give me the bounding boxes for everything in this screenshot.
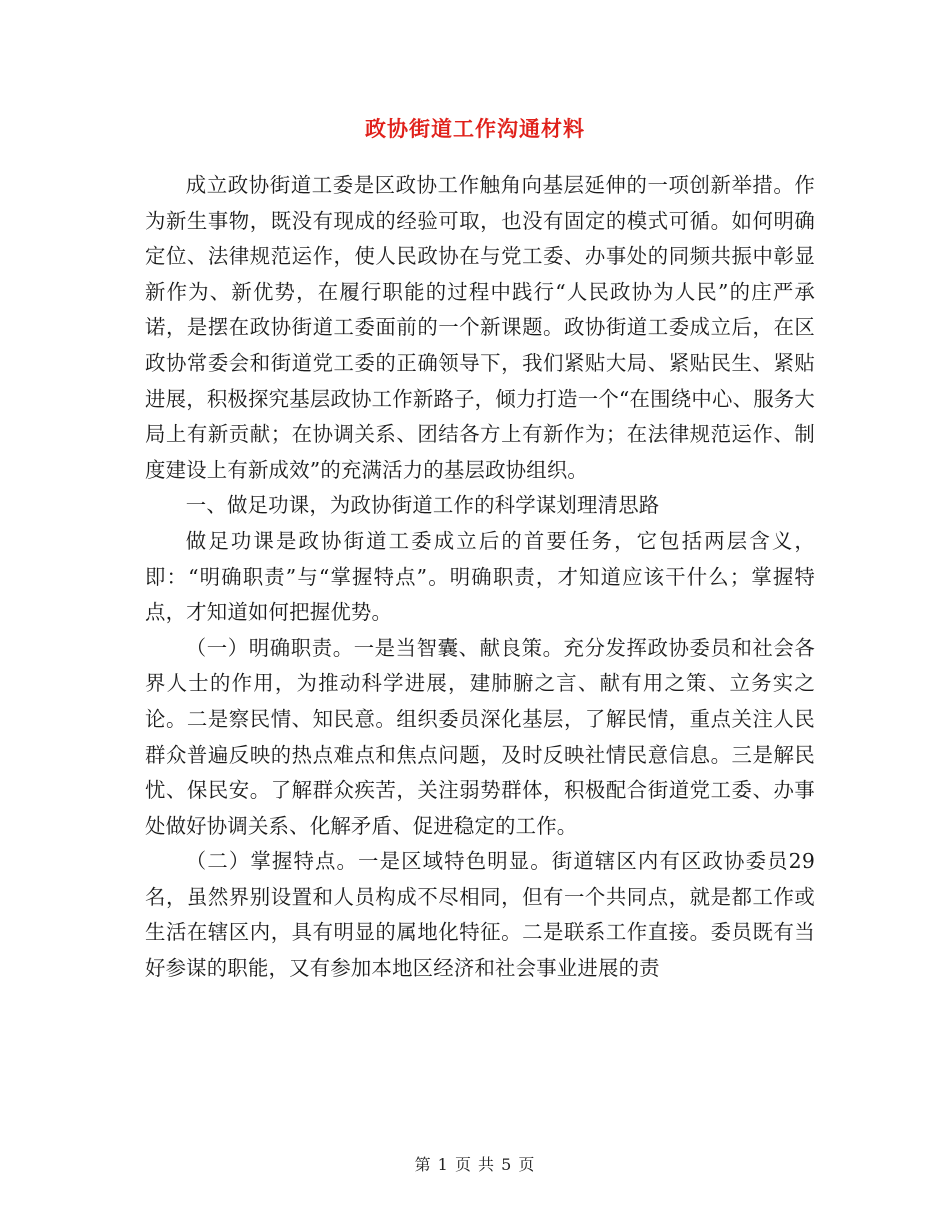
document-body [145,168,815,987]
paragraph-section-1: 做足功课是政协街道工委成立后的首要任务，它包括两层含义，即：“明确职责”与“掌握特点”。明确职责，才知道应该干什么；掌握特点，才知道如何把握优势。 [145,528,815,625]
paragraph-duties: （一）明确职责。一是当智囊、献良策。充分发挥政协委员和社会各界人士的作用，为推动科学进展，建肺腑之言、献有用之策、立务实之论。二是察民情、知民意。组织委员深化基层，了解民情，重点关注人民群众普遍反映的热点难点和焦点问题，及时反映社情民意信息。三是解民忧、保民安。了解群众疾苦，关注弱势群体，积极配合街道党工委、办事处做好协调关系、化解矛盾、促进稳定的工作。 [145,635,815,838]
section-heading-1: 一、做足功课，为政协街道工作的科学谋划理清思路 [185,493,660,518]
document-title: 政协街道工作沟通材料 [365,116,585,141]
page-footer: 第 1 页 共 5 页 [414,1155,536,1174]
paragraph-intro: 成立政协街道工委是区政协工作触角向基层延伸的一项创新举措。作为新生事物，既没有现成的经验可取，也没有固定的模式可循。如何明确定位、法律规范运作，使人民政协在与党工委、办事处的同频共振中彰显新作为、新优势，在履行职能的过程中践行“人民政协为人民”的庄严承诺，是摆在政协街道工委面前的一个新课题。政协街道工委成立后，在区政协常委会和街道党工委的正确领导下，我们紧贴大局、紧贴民生、紧贴进展，积极探究基层政协工作新路子，倾力打造一个“在围绕中心、服务大局上有新贡献；在协调关系、团结各方上有新作为；在法律规范运作、制度建设上有新成效”的充满活力的基层政协组织。 [145,173,815,482]
paragraph-features: （二）掌握特点。一是区域特色明显。街道辖区内有区政协委员29名，虽然界别设置和人员构成不尽相同，但有一个共同点，就是都工作或生活在辖区内，具有明显的属地化特征。二是联系工作直接。委员既有当好参谋的职能，又有参加本地区经济和社会事业进展的责 [145,849,815,981]
